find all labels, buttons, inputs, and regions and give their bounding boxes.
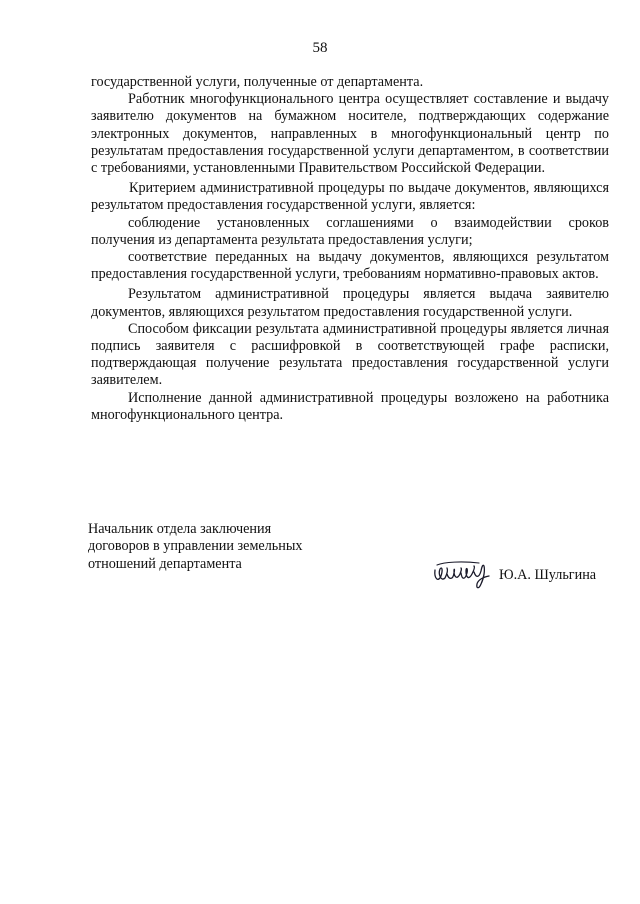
signatory-position-line: Начальник отдела заключения	[88, 521, 272, 537]
paragraph-compliance: соответствие переданных на выдачу документов, являющихся результатом предоставления государственной услуги, требованиям нормативно-правовых актов.	[91, 249, 609, 283]
paragraph-executor: Исполнение данной административной процедуры возложено на работника многофункционального центра.	[91, 389, 609, 423]
paragraph-result: Результатом административной процедуры является выдача заявителю документов, являющихся результатом предоставления государственной услуги.	[91, 286, 609, 320]
signatory-position-line: отношений департамента	[88, 555, 242, 572]
document-body	[91, 74, 609, 424]
paragraph-criterion: Критерием административной процедуры по выдаче документов, являющихся результатом предоставления государственной услуги, является:	[91, 180, 609, 214]
paragraph-mfc-issuance: Работник многофункционального центра осуществляет составление и выдачу заявителю документов на бумажном носителе, подтверждающих содержание электронных документов, направленных в многофункциональный центр по результатам предоставления государственной услуги департаментом, в соответствии с требованиями, установленными Правительством Российской Федерации.	[91, 91, 609, 177]
signatory-position	[88, 521, 302, 573]
page-number: 58	[312, 40, 328, 56]
paragraph-fixation: Способом фиксации результата административной процедуры является личная подпись заявителя с расшифровкой в соответствующей графе расписки, подтверждающая получение результата предоставления государственной услуги заявителем.	[91, 320, 609, 389]
signatory-name: Ю.А. Шульгина	[499, 567, 597, 583]
signatory-position-line: договоров в управлении земельных	[88, 538, 303, 555]
handwritten-signature	[432, 556, 494, 592]
paragraph-deadlines: соблюдение установленных соглашениями о взаимодействии сроков получения из департамента результата предоставления услуги;	[91, 214, 609, 248]
paragraph-continuation: государственной услуги, полученные от департамента.	[91, 74, 424, 90]
